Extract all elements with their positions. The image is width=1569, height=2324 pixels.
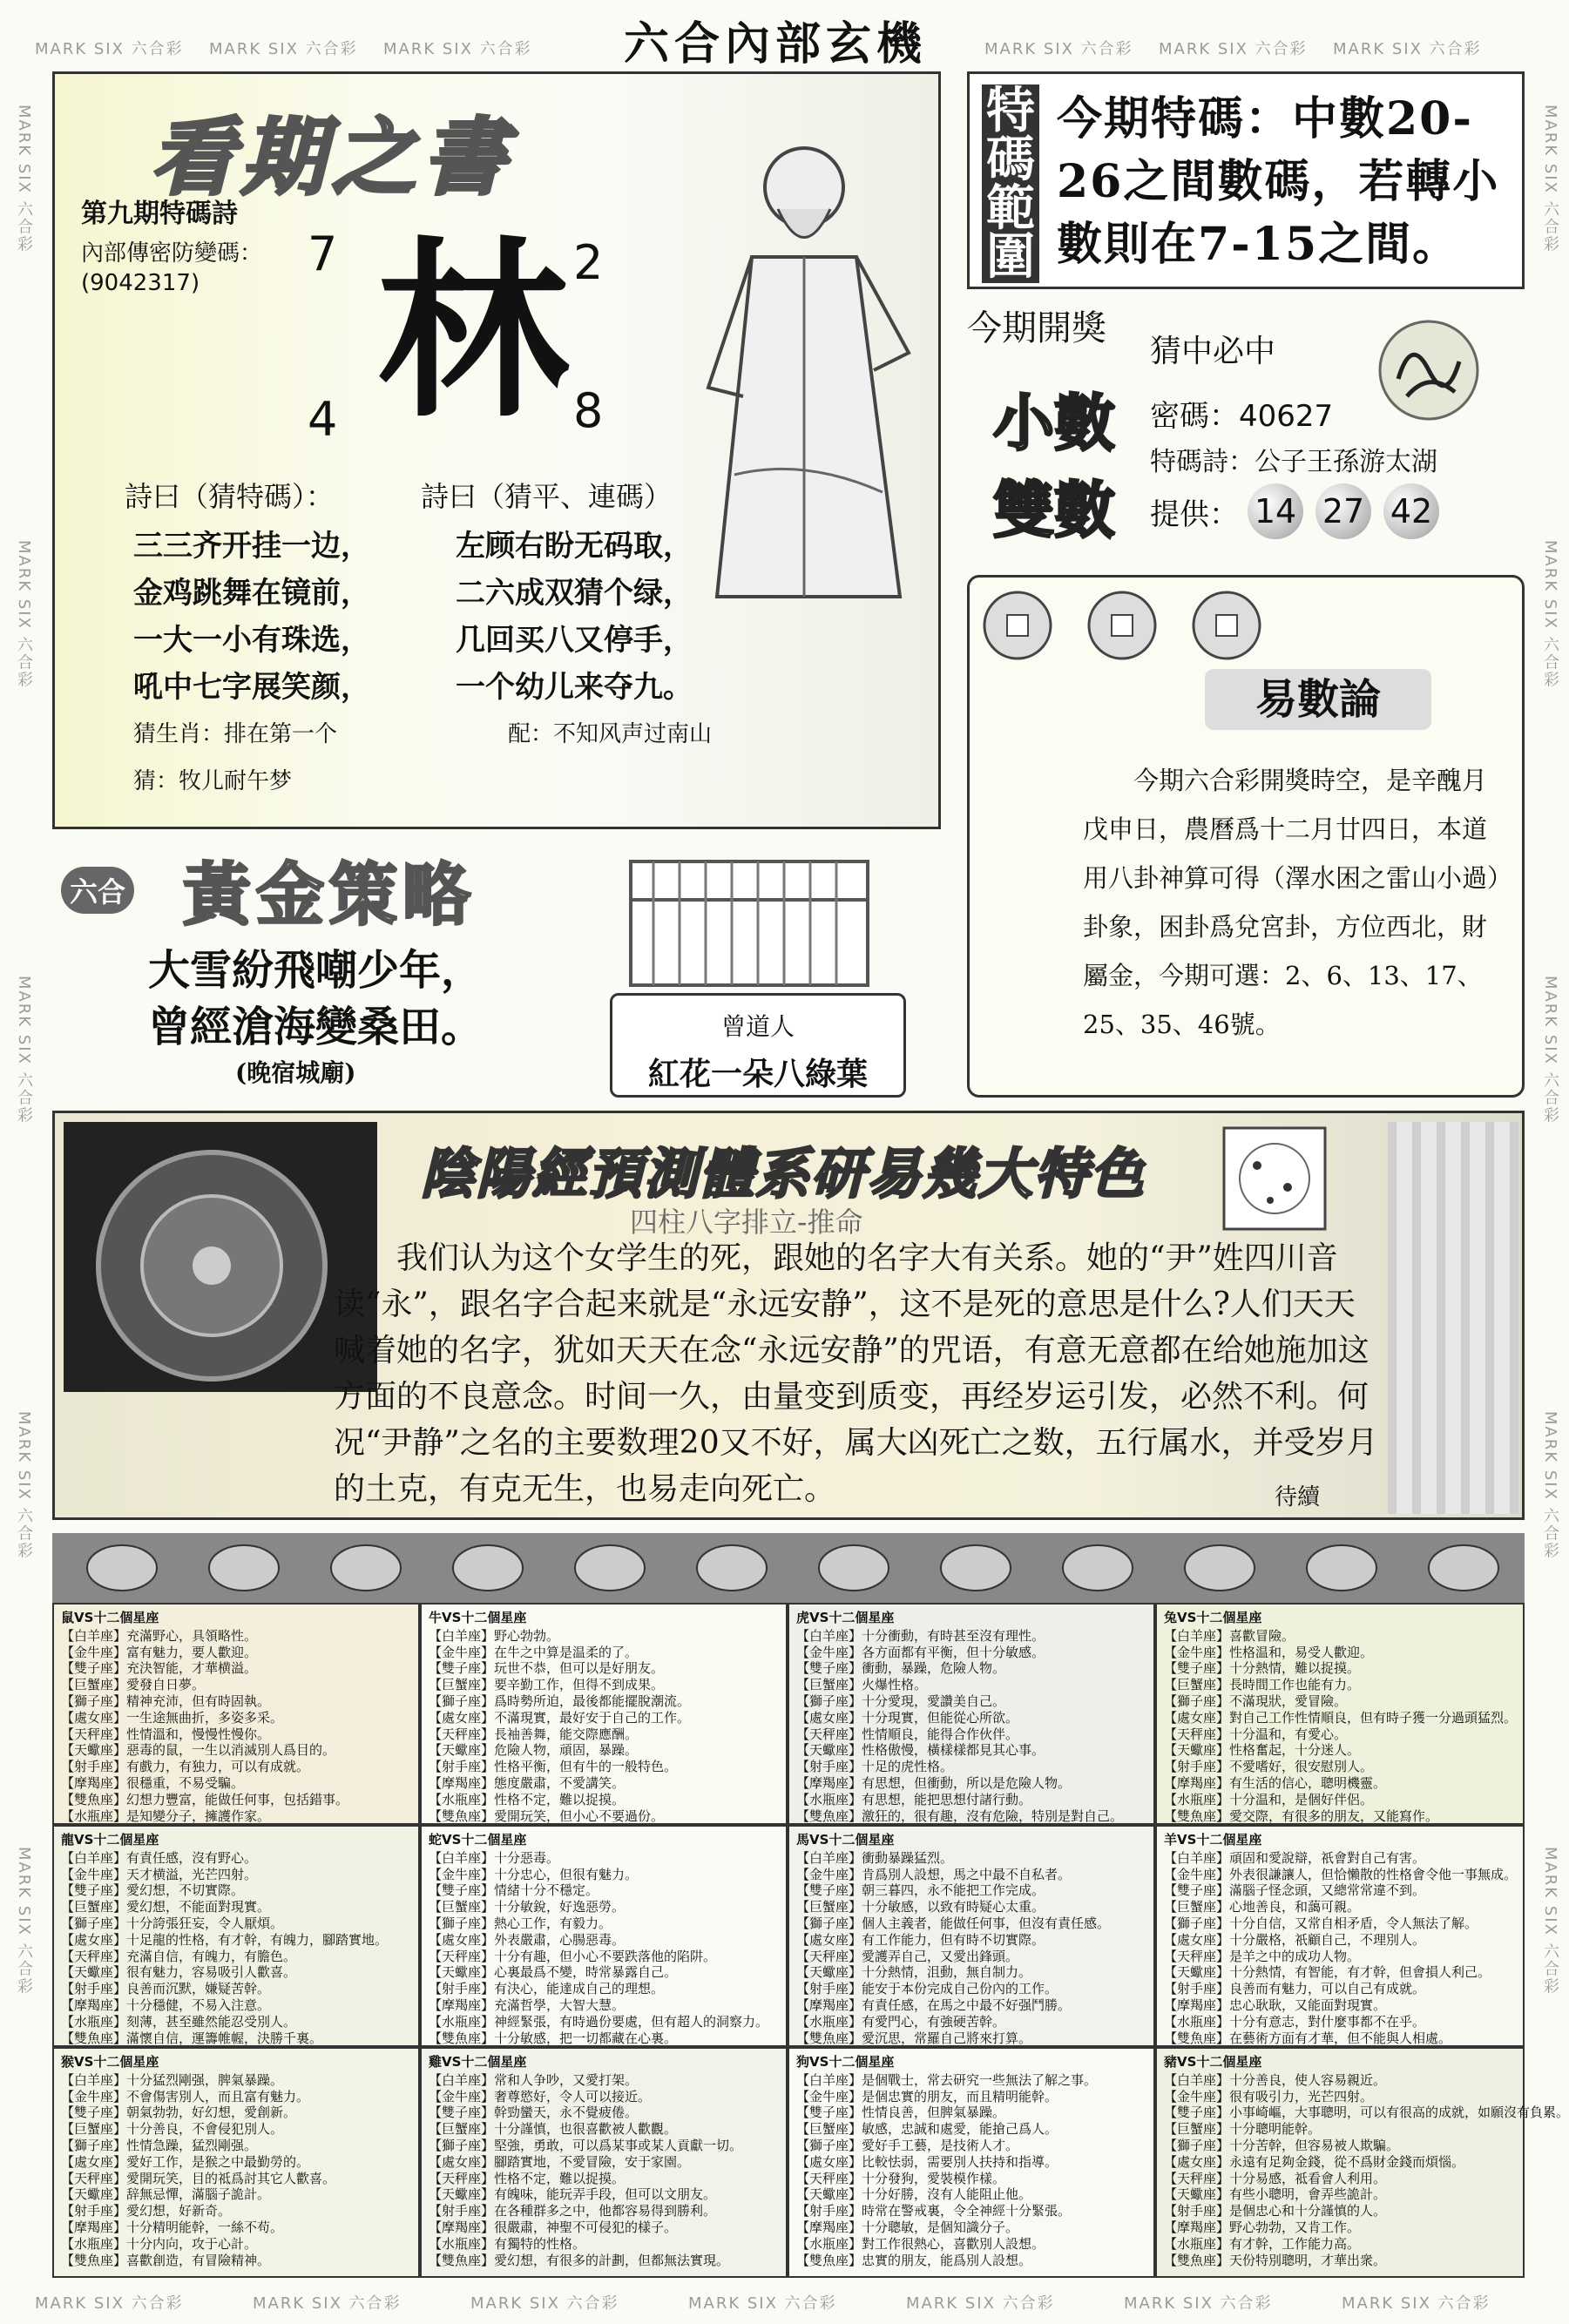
article-side-column <box>1388 1122 1518 1514</box>
zodiac-line: 【獅子座】十分誇張狂妄，令人厭煩。 <box>61 1915 284 1931</box>
watermark-top: MARK SIX 六合彩 <box>383 40 532 58</box>
zodiac-line: 【白羊座】野心勃勃。 <box>429 1627 560 1644</box>
special-range-panel <box>967 71 1525 289</box>
zodiac-line: 【處女座】十足龍的性格，有才幹，有魄力，腳踏實地。 <box>61 1931 389 1948</box>
zodiac-cell-pig <box>1155 2047 1569 2278</box>
zodiac-line: 【天蠍座】危險人物，頑固，暴躁。 <box>429 1742 639 1759</box>
daoist-text: 紅花一朵八綠葉 <box>647 1056 868 1092</box>
zodiac-line: 【獅子座】爲時勢所迫，最後都能擺脫潮流。 <box>429 1692 691 1709</box>
zodiac-line: 【摩羯座】十分聰敏，是個知識分子。 <box>796 2219 1019 2235</box>
zodiac-cell-title: 猴VS十二個星座 <box>61 2054 159 2070</box>
zodiac-cell-rabbit <box>1155 1603 1525 1825</box>
zodiac-line: 【摩羯座】態度嚴肅，不愛講笑。 <box>429 1774 626 1791</box>
poem-line: 一个幼儿来夺九。 <box>456 670 693 705</box>
zodiac-line: 【雙魚座】幻想力豐富，能做任何事，包括錯事。 <box>61 1791 349 1807</box>
watermark-right: MARK SIX 六合彩 <box>1541 540 1559 689</box>
zodiac-line: 【獅子座】熱心工作，有毅力。 <box>429 1915 612 1931</box>
left-poem-lines <box>133 523 370 805</box>
watermark-right: MARK SIX 六合彩 <box>1541 1847 1559 1996</box>
zodiac-cell-title: 雞VS十二個星座 <box>429 2054 527 2070</box>
zodiac-cell-ox <box>420 1603 788 1825</box>
zodiac-cell-rooster <box>420 2047 788 2278</box>
zodiac-line: 【雙魚座】喜歡創造，有冒險精神。 <box>61 2252 271 2268</box>
zodiac-line: 【摩羯座】很嚴肅，神聖不可侵犯的樣子。 <box>429 2219 678 2235</box>
zodiac-line: 【巨蟹座】十分敏銳，好逸惡勞。 <box>429 1899 626 1915</box>
zodiac-line: 【金牛座】十分忠心，但很有魅力。 <box>429 1866 639 1882</box>
zodiac-line: 【摩羯座】野心勃勃，又肯工作。 <box>1164 2219 1361 2235</box>
draw-info-panel <box>967 301 1525 562</box>
zodiac-line: 【巨蟹座】敏感，忠誠和處愛，能搶己爲人。 <box>796 2121 1058 2138</box>
zodiac-line: 【金牛座】富有魅力，要人歡迎。 <box>61 1644 258 1660</box>
zodiac-line: 【獅子座】性情急躁，猛烈剛强。 <box>61 2137 258 2153</box>
zodiac-line: 【巨蟹座】十分敏感，以致有時疑心太重。 <box>796 1899 1045 1915</box>
article-continued: 待續 <box>1275 1484 1321 1510</box>
zodiac-cell-rat <box>52 1603 420 1825</box>
zodiac-line: 【處女座】永遠有足夠金錢，從不爲財金錢而煩惱。 <box>1164 2153 1465 2170</box>
zodiac-line: 【雙子座】朝氣勃勃，好幻想，愛創新。 <box>61 2104 297 2121</box>
poem-line: 配：不知风声过南山 <box>508 721 713 747</box>
draw-type-1: 小數 <box>993 387 1115 459</box>
zodiac-line: 【雙子座】朝三暮四，永不能把工作完成。 <box>796 1882 1045 1899</box>
poem-line: 猜生肖：排在第一个 <box>133 721 338 747</box>
zodiac-line: 【天蠍座】十分好勝，沒有人能阻止他。 <box>796 2186 1032 2203</box>
zodiac-line: 【天秤座】十分發狗，愛裝模作樣。 <box>796 2170 1006 2186</box>
zodiac-line: 【水瓶座】性格不定，難以捉摸。 <box>429 1791 626 1807</box>
zodiac-cell-title: 狗VS十二個星座 <box>796 2054 895 2070</box>
right-poem-heading: 詩曰（猜平、連碼） <box>421 480 673 513</box>
watermark-bottom: MARK SIX 六合彩 <box>253 2294 402 2313</box>
zodiac-line: 【白羊座】衝動暴躁猛烈。 <box>796 1849 954 1866</box>
zodiac-line: 【處女座】有工作能力，但有時不切實際。 <box>796 1931 1045 1948</box>
zodiac-line: 【獅子座】不滿現狀，愛冒險。 <box>1164 1692 1348 1709</box>
zodiac-line: 【雙子座】十分熱情，難以捉摸。 <box>1164 1660 1361 1677</box>
corner-number-bl: 4 <box>308 392 338 447</box>
watermark-bottom: MARK SIX 六合彩 <box>1124 2294 1273 2313</box>
zodiac-line: 【雙魚座】忠實的朋友，能爲別人設想。 <box>796 2252 1032 2268</box>
zodiac-line: 【雙魚座】愛幻想，有很多的計劃，但都無法實現。 <box>429 2252 730 2268</box>
zodiac-line: 【巨蟹座】愛幻想，不能面對現實。 <box>61 1899 271 1915</box>
zodiac-line: 【金牛座】各方面都有平衡，但十分敏感。 <box>796 1644 1045 1660</box>
poem-line: 金鸡跳舞在镜前， <box>133 576 370 611</box>
zodiac-line: 【天蠍座】心裏最爲不變，時常暴露自己。 <box>429 1964 678 1981</box>
special-range-label: 特碼範圍 <box>982 84 1039 283</box>
zodiac-line: 【巨蟹座】火爆性格。 <box>796 1677 928 1693</box>
zodiac-line: 【水瓶座】有獨特的性格。 <box>429 2235 586 2252</box>
golden-title: 黃金策略 <box>183 855 477 935</box>
zodiac-line: 【射手座】性格平衡，但有牛的一般特色。 <box>429 1759 678 1775</box>
zodiac-cell-snake <box>420 1825 788 2047</box>
zodiac-line: 【射手座】良善而沉默，嫌疑苦幹。 <box>61 1981 271 1997</box>
zodiac-line: 【水瓶座】十分内向，攻于心計。 <box>61 2235 258 2252</box>
right-poem-lines <box>456 523 712 758</box>
coin-decoration <box>978 586 1275 665</box>
zodiac-line: 【水瓶座】有思想，能把思想付諸行動。 <box>796 1791 1032 1807</box>
zodiac-line: 【金牛座】奢尊慾好，令人可以接近。 <box>429 2088 652 2104</box>
zodiac-line: 【白羊座】十分猛烈剛强，脾氣暴躁。 <box>61 2071 284 2088</box>
poem-line: 猜：牧儿耐午梦 <box>133 768 293 794</box>
poem-line: 二六成双猜个绿， <box>456 576 693 611</box>
zodiac-line: 【巨蟹座】愛發自日夢。 <box>61 1677 206 1693</box>
sage-figure-illustration <box>682 126 935 614</box>
golden-line-2: 曾經滄海變桑田。 <box>148 1003 484 1051</box>
zodiac-line: 【金牛座】性格温和，易受人歡迎。 <box>1164 1644 1374 1660</box>
watermark-left: MARK SIX 六合彩 <box>15 1847 33 1996</box>
zodiac-line: 【雙魚座】愛開玩笑，但小心不要過份。 <box>429 1807 665 1824</box>
zodiac-cell-dragon <box>52 1825 420 2047</box>
poem-line: 几回买八又停手， <box>456 623 693 658</box>
zodiac-line: 【獅子座】十分愛現，愛讚美自己。 <box>796 1692 1006 1709</box>
zodiac-line: 【金牛座】天才横溢，光芒四射。 <box>61 1866 258 1882</box>
article-body: 我们认为这个女学生的死，跟她的名字大有关系。她的“尹”姓四川音读“永”，跟名字合起来就是“永远安静”，这不是死的意思是什么?人们天天喊着她的名字，犹如天天在念“永远安静”的咒语，有意无意都在给她施加这方面的不良意念。时间一久，由量变到质变，再经岁运引发，必然不利。何况“尹静”之名的主要数理20又不好，属大凶死亡之数，五行属水，并受岁月的土克，有克无生，也易走向死亡。 <box>334 1240 1378 1507</box>
watermark-top: MARK SIX 六合彩 <box>984 40 1133 58</box>
yishu-title: 易數論 <box>1205 669 1431 730</box>
zodiac-line: 【獅子座】精神充沛，但有時固執。 <box>61 1692 271 1709</box>
zodiac-line: 【處女座】腳踏實地，不愛冒險，安于家園。 <box>429 2153 691 2170</box>
zodiac-line: 【摩羯座】十分穩健，不易入注意。 <box>61 1996 271 2013</box>
code-label: 內部傳密防變碼： <box>81 240 263 267</box>
zodiac-line: 【摩羯座】有思想，但衝動，所以是危險人物。 <box>796 1774 1072 1791</box>
zodiac-cell-title: 鼠VS十二個星座 <box>61 1610 159 1625</box>
watermark-left: MARK SIX 六合彩 <box>15 105 33 253</box>
zodiac-line: 【天蠍座】十分熱情，有智能，有才幹，但會損人利己。 <box>1164 1964 1491 1981</box>
zodiac-line: 【雙子座】小事崎嶇，大事聰明，可以有很高的成就，如願沒有負累。 <box>1164 2104 1569 2121</box>
zodiac-line: 【射手座】是個忠心和十分謹慎的人。 <box>1164 2203 1387 2219</box>
daoist-author: 曾道人 <box>720 1012 795 1041</box>
article-subtitle: 四柱八字排立-推命 <box>630 1206 863 1239</box>
zodiac-line: 【處女座】一生途無曲折，多姿多采。 <box>61 1709 284 1726</box>
zodiac-cell-title: 龍VS十二個星座 <box>61 1832 159 1848</box>
zodiac-line: 【摩羯座】充滿哲學，大智大慧。 <box>429 1996 626 2013</box>
poem-line: 三三齐开挂一边， <box>133 529 370 564</box>
zodiac-line: 【雙魚座】在藝術方面有才華，但不能與人相處。 <box>1164 2030 1452 2046</box>
zodiac-line: 【白羊座】頑固和愛說辯，祇會對自己有害。 <box>1164 1849 1426 1866</box>
zodiac-line: 【雙子座】玩世不恭，但可以是好朋友。 <box>429 1660 665 1677</box>
golden-note: (晚宿城廟) <box>235 1058 356 1087</box>
yishu-body: 今期六合彩開獎時空，是辛醜月戊申日，農曆爲十二月廿四日，本道用八卦神算可得（澤水困之雷山小過）卦象，困卦爲兌宮卦，方位西北，財屬金，今期可選：2、6、13、17、25、35、46號。 <box>1083 766 1500 1039</box>
special-range-text: 今期特碼：中數20-26之間數碼，若轉小數則在7-15之間。 <box>1057 92 1500 271</box>
zodiac-line: 【水瓶座】是知變分子，擁護作家。 <box>61 1807 271 1824</box>
zodiac-line: 【獅子座】愛好手工藝，是技術人才。 <box>796 2137 1019 2153</box>
watermark-top: MARK SIX 六合彩 <box>35 40 184 58</box>
watermark-right: MARK SIX 六合彩 <box>1541 976 1559 1125</box>
zodiac-line: 【水瓶座】十分有意志，對什麼事都不在乎。 <box>1164 2013 1426 2030</box>
corner-number-br: 8 <box>573 383 604 438</box>
zodiac-line: 【天秤座】長袖善舞，能交際應酬。 <box>429 1726 639 1742</box>
chart-illustration <box>1222 1126 1327 1231</box>
zodiac-line: 【處女座】不滿現實，最好安于自己的工作。 <box>429 1709 691 1726</box>
zodiac-line: 【獅子座】十分自信，又常自相矛盾，令人無法了解。 <box>1164 1915 1478 1931</box>
zodiac-line: 【天秤座】性情溫和，慢慢性慢你。 <box>61 1726 271 1742</box>
provide-row <box>1150 483 1451 539</box>
issue-title: 第九期特碼詩 <box>81 199 238 229</box>
zodiac-line: 【白羊座】常和人争吵，又愛打架。 <box>429 2071 639 2088</box>
zodiac-cell-monkey <box>52 2047 420 2278</box>
zodiac-line: 【白羊座】喜歡冒險。 <box>1164 1627 1295 1644</box>
zodiac-line: 【獅子座】十分苦幹，但容易被人欺騙。 <box>1164 2137 1400 2153</box>
zodiac-line: 【白羊座】十分衝動，有時甚至沒有理性。 <box>796 1627 1045 1644</box>
big-character: 林 <box>376 218 569 443</box>
poem-line: 左顾右盼无码取， <box>456 529 693 564</box>
zodiac-line: 【白羊座】是個戰士，常去研究一些無法了解之事。 <box>796 2071 1098 2088</box>
zodiac-line: 【雙魚座】愛交際，有很多的朋友，又能寫作。 <box>1164 1807 1439 1824</box>
zodiac-cell-title: 牛VS十二個星座 <box>429 1610 527 1625</box>
watermark-left: MARK SIX 六合彩 <box>15 976 33 1125</box>
corner-number-tl: 7 <box>308 226 338 281</box>
zodiac-line: 【天秤座】十分易感，祗看會人利用。 <box>1164 2170 1387 2186</box>
yishu-panel <box>967 575 1525 1098</box>
zodiac-line: 【雙魚座】天份特別聰明，才華出衆。 <box>1164 2252 1387 2268</box>
zodiac-line: 【白羊座】十分善良，使人容易親近。 <box>1164 2071 1387 2088</box>
zodiac-line: 【天秤座】性情順良，能得合作伙伴。 <box>796 1726 1019 1742</box>
signature-stamp <box>1376 318 1481 422</box>
zodiac-line: 【巨蟹座】十分善良，不會侵犯別人。 <box>61 2121 284 2138</box>
zodiac-line: 【水瓶座】對工作很熱心，喜歡別人設想。 <box>796 2235 1045 2252</box>
zodiac-line: 【雙魚座】激狂的，很有趣，沒有危險，特別是對自己。 <box>796 1807 1124 1824</box>
zodiac-line: 【天秤座】愛開玩笑，目的祗爲討其它人歡喜。 <box>61 2170 336 2186</box>
zodiac-line: 【雙魚座】愛沉思，常羅自己將來打算。 <box>796 2030 1032 2046</box>
zodiac-line: 【射手座】在各種群多之中，他都容易得到勝利。 <box>429 2203 717 2219</box>
watermark-left: MARK SIX 六合彩 <box>15 1411 33 1560</box>
zodiac-line: 【天蠍座】有些小聰明，會弄些詭計。 <box>1164 2186 1387 2203</box>
zodiac-line: 【處女座】對自己工作性情順良，但有時子獲一分過頭猛烈。 <box>1164 1709 1518 1726</box>
zodiac-line: 【金牛座】是個忠實的朋友，而且精明能幹。 <box>796 2088 1058 2104</box>
zodiac-cell-horse <box>788 1825 1155 2047</box>
zodiac-line: 【雙子座】充決智能，才華横溢。 <box>61 1660 258 1677</box>
zodiac-line: 【雙魚座】滿懷自信，運籌帷幄，決勝千裏。 <box>61 2030 323 2046</box>
zodiac-line: 【水瓶座】十分温和，是個好伴侶。 <box>1164 1791 1374 1807</box>
zodiac-line: 【白羊座】充滿野心，具領略性。 <box>61 1627 258 1644</box>
zodiac-line: 【水瓶座】有才幹，工作能力高。 <box>1164 2235 1361 2252</box>
zodiac-line: 【天秤座】性格不定，難以捉摸。 <box>429 2170 626 2186</box>
zodiac-line: 【射手座】愛幻想，好新奇。 <box>61 2203 232 2219</box>
draw-code-label: 密碼： <box>1150 399 1239 434</box>
zodiac-line: 【天秤座】十分温和，有愛心。 <box>1164 1726 1348 1742</box>
zodiac-line: 【金牛座】在牛之中算是温柔的了。 <box>429 1644 639 1660</box>
compass-illustration <box>64 1122 377 1392</box>
zodiac-line: 【射手座】有決心，能達成自己的理想。 <box>429 1981 665 1997</box>
zodiac-cell-title: 馬VS十二個星座 <box>796 1832 895 1848</box>
zodiac-line: 【雙子座】滿腦子怪念頭，又總常常違不到。 <box>1164 1882 1426 1899</box>
draw-type-2: 雙數 <box>993 474 1115 546</box>
watermark-left: MARK SIX 六合彩 <box>15 540 33 689</box>
zodiac-line: 【射手座】能安于本份完成自己份內的工作。 <box>796 1981 1058 1997</box>
watermark-top: MARK SIX 六合彩 <box>1333 40 1482 58</box>
zodiac-line: 【摩羯座】很穩重，不易受騙。 <box>61 1774 245 1791</box>
zodiac-line: 【巨蟹座】十分聰明能幹。 <box>1164 2121 1322 2138</box>
golden-tag: 六合 <box>61 867 134 914</box>
zodiac-line: 【摩羯座】忠心耿耿，又能面對現實。 <box>1164 1996 1387 2013</box>
zodiac-line: 【射手座】有戲力，有独力，可以有成就。 <box>61 1759 310 1775</box>
zodiac-line: 【處女座】十分嚴格，祇顧自己，不理別人。 <box>1164 1931 1426 1948</box>
daoist-panel <box>610 993 906 1098</box>
watermark-bottom: MARK SIX 六合彩 <box>1342 2294 1491 2313</box>
left-poem-heading: 詩曰（猜特碼）： <box>125 480 335 513</box>
zodiac-line: 【水瓶座】有愛門心，有強硬苦幹。 <box>796 2013 1006 2030</box>
watermark-right: MARK SIX 六合彩 <box>1541 1411 1559 1560</box>
number-ball: 27 <box>1315 483 1371 539</box>
zodiac-line: 【金牛座】不會傷害別人，而且富有魅力。 <box>61 2088 310 2104</box>
draw-poem-row <box>1150 440 1437 478</box>
zodiac-line: 【雙子座】性情良善，但脾氣暴躁。 <box>796 2104 1006 2121</box>
draw-poem-label: 特碼詩： <box>1150 447 1255 477</box>
zodiac-line: 【雙子座】情緒十分不穩定。 <box>429 1882 599 1899</box>
must-hit-label: 猜中必中 <box>1150 334 1276 369</box>
zodiac-line: 【水瓶座】神經緊張，有時過份要處，但有超人的洞察力。 <box>429 2013 769 2030</box>
zodiac-line: 【金牛座】外表很謙讓人，但恰懶散的性格會令他一事無成。 <box>1164 1866 1518 1882</box>
zodiac-line: 【天蠍座】有魄味，能玩弄手段，但可以文朋友。 <box>429 2186 717 2203</box>
zodiac-line: 【天秤座】十分有趣，但小心不要跌落他的陷阱。 <box>429 1948 717 1964</box>
watermark-bottom: MARK SIX 六合彩 <box>35 2294 184 2313</box>
watermark-bottom: MARK SIX 六合彩 <box>470 2294 619 2313</box>
zodiac-cell-tiger <box>788 1603 1155 1825</box>
zodiac-line: 【金牛座】肯爲別人設想，馬之中最不自私者。 <box>796 1866 1072 1882</box>
watermark-bottom: MARK SIX 六合彩 <box>906 2294 1055 2313</box>
zodiac-line: 【巨蟹座】十分謹慎，也很喜歡被人歡觀。 <box>429 2121 678 2138</box>
zodiac-line: 【摩羯座】有責任感，在馬之中最不好强鬥勝。 <box>796 1996 1072 2013</box>
code-value: (9042317) <box>81 270 200 296</box>
poem-panel <box>52 71 941 829</box>
zodiac-line: 【巨蟹座】要辛勤工作，但得不到成果。 <box>429 1677 665 1693</box>
zodiac-cell-dog <box>788 2047 1155 2278</box>
zodiac-line: 【雙子座】衝動，暴躁，危險人物。 <box>796 1660 1006 1677</box>
zodiac-line: 【雙子座】幹勁蠻天，永不覺疲倦。 <box>429 2104 639 2121</box>
poem-line: 吼中七字展笑颜， <box>133 670 370 705</box>
zodiac-line: 【巨蟹座】心地善良，和藹可親。 <box>1164 1899 1361 1915</box>
zodiac-line: 【白羊座】十分惡毒。 <box>429 1849 560 1866</box>
watermark-bottom: MARK SIX 六合彩 <box>688 2294 837 2313</box>
zodiac-line: 【金牛座】很有吸引力，光芒四射。 <box>1164 2088 1374 2104</box>
zodiac-line: 【射手座】不愛嗜好，很安慰別人。 <box>1164 1759 1374 1775</box>
zodiac-line: 【天蠍座】性格奮起，十分迷人。 <box>1164 1742 1361 1759</box>
article-title: 陰陽經預測體系研易幾大特色 <box>421 1142 1146 1206</box>
zodiac-line: 【處女座】比較怯弱，需要別人扶持和指導。 <box>796 2153 1058 2170</box>
draw-poem-value: 公子王孫游太湖 <box>1255 447 1437 477</box>
zodiac-line: 【摩羯座】有生活的信心，聰明機靈。 <box>1164 1774 1387 1791</box>
number-ball: 42 <box>1383 483 1439 539</box>
zodiac-line: 【天蠍座】十分熱情，沮動，無自制力。 <box>796 1964 1032 1981</box>
watermark-top: MARK SIX 六合彩 <box>1159 40 1308 58</box>
zodiac-line: 【天蠍座】辞無忌憚，滿腦子詭計。 <box>61 2186 271 2203</box>
corner-number-tr: 2 <box>573 235 604 290</box>
zodiac-line: 【獅子座】個人主義者，能做任何事，但沒有責任感。 <box>796 1915 1111 1931</box>
zodiac-image-strip <box>52 1533 1525 1603</box>
zodiac-cell-title: 羊VS十二個星座 <box>1164 1832 1262 1848</box>
zodiac-line: 【水瓶座】刻薄，甚至雖然能忍受別人。 <box>61 2013 297 2030</box>
zodiac-line: 【雙子座】愛幻想，不切實際。 <box>61 1882 245 1899</box>
zodiac-line: 【天蠍座】很有魅力，容易吸引人歡喜。 <box>61 1964 297 1981</box>
zodiac-line: 【射手座】十足的虎性格。 <box>796 1759 954 1775</box>
page-title: 六合內部玄機 <box>623 17 927 71</box>
zodiac-cell-title: 兔VS十二個星座 <box>1164 1610 1262 1625</box>
abacus-graphic <box>627 858 871 989</box>
zodiac-line: 【雙魚座】十分敏感，把一切都藏在心裏。 <box>429 2030 678 2046</box>
zodiac-line: 【白羊座】有責任感，沒有野心。 <box>61 1849 258 1866</box>
poem-line: 一大一小有珠选， <box>133 623 370 658</box>
zodiac-line: 【天秤座】充滿自信，有魄力，有膽色。 <box>61 1948 297 1964</box>
zodiac-line: 【天秤座】是羊之中的成功人物。 <box>1164 1948 1361 1964</box>
zodiac-line: 【摩羯座】十分精明能幹，一絲不苟。 <box>61 2219 284 2235</box>
zodiac-cell-title: 豬VS十二個星座 <box>1164 2054 1262 2070</box>
golden-line-1: 大雪紛飛嘲少年， <box>148 946 484 995</box>
zodiac-cell-goat <box>1155 1825 1525 2047</box>
zodiac-line: 【射手座】良善而有魅力，可以自己有成就。 <box>1164 1981 1426 1997</box>
article-panel <box>52 1111 1525 1520</box>
draw-code-value: 40627 <box>1239 399 1334 434</box>
watermark-top: MARK SIX 六合彩 <box>209 40 358 58</box>
provide-label: 提供： <box>1150 497 1239 532</box>
poem-banner: 看期之書 <box>151 108 513 206</box>
zodiac-cell-title: 虎VS十二個星座 <box>796 1610 895 1625</box>
zodiac-line: 【天蠍座】惡毒的鼠，一生以消滅別人爲目的。 <box>61 1742 336 1759</box>
zodiac-line: 【處女座】愛好工作，是猴之中最勤勞的。 <box>61 2153 310 2170</box>
zodiac-line: 【處女座】外表嚴肅，心腸惡毒。 <box>429 1931 626 1948</box>
zodiac-line: 【處女座】十分現實，但能從心所欲。 <box>796 1709 1019 1726</box>
zodiac-line: 【天秤座】愛護弄自己，又愛出鋒頭。 <box>796 1948 1019 1964</box>
watermark-right: MARK SIX 六合彩 <box>1541 105 1559 253</box>
zodiac-line: 【射手座】時常在警戒裏，令全神經十分緊張。 <box>796 2203 1072 2219</box>
zodiac-cell-title: 蛇VS十二個星座 <box>429 1832 527 1848</box>
zodiac-line: 【獅子座】堅強，勇敢，可以爲某事或某人貢獻一切。 <box>429 2137 743 2153</box>
draw-info-label: 今期開獎 <box>967 308 1106 348</box>
number-ball: 14 <box>1248 483 1303 539</box>
golden-strategy-panel <box>52 841 575 1102</box>
zodiac-line: 【天蠍座】性格傲慢，橫樣樣都見其心事。 <box>796 1742 1045 1759</box>
draw-code-row <box>1150 392 1333 435</box>
zodiac-line: 【巨蟹座】長時間工作也能有力。 <box>1164 1677 1361 1693</box>
